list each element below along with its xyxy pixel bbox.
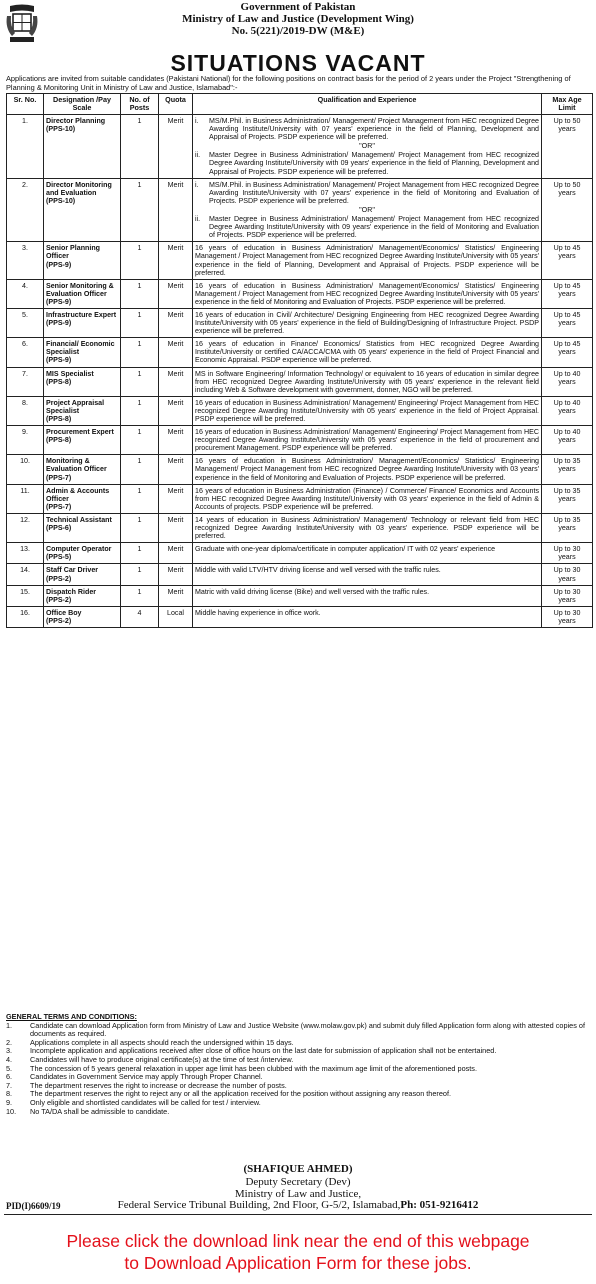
quota-cell: Merit (159, 178, 193, 242)
option-number: ii. (195, 215, 201, 224)
intro-paragraph: Applications are invited from suitable candidates (Pakistani National) for the following positions on contract basis for the period of 2 years under the Project "Strengthening of Planning & Monitoring Unit in Ministry of Law and Justice, Islamabad":- (6, 74, 571, 92)
term-text: The department reserves the right to reject any or all the application received for the position without assigning any reason thereof. (30, 1089, 452, 1099)
age-limit: Up to 40 years (542, 396, 593, 425)
posts-count: 1 (121, 308, 159, 337)
table-row (7, 564, 593, 585)
posts-count: 1 (121, 455, 159, 484)
download-notice-line-1: Please click the download link near the end of this webpage (66, 1231, 530, 1251)
qualification-cell: 14 years of education in Business Administration/ Management/ Technology or relevant field from HEC recognized Degree Awarding Institute/University with 03 years' experience. PSDP experience will be preferred. (193, 513, 542, 542)
posts-count: 1 (121, 396, 159, 425)
government-line: Government of Pakistan (240, 1, 356, 13)
posts-count: 1 (121, 585, 159, 606)
serial-number: 6. (7, 338, 44, 367)
serial-number: 4. (7, 279, 44, 308)
term-number: 1. (6, 1020, 13, 1030)
ministry-line: Ministry of Law and Justice (Development Wing) (182, 13, 414, 25)
posts-count: 1 (121, 338, 159, 367)
designation-cell (44, 543, 121, 564)
qualification-cell: Graduate with one-year diploma/certificate in computer application/ IT with 02 years' experience (193, 543, 542, 564)
pay-scale: (PPS-9) (46, 356, 72, 365)
term-item (6, 1108, 592, 1117)
serial-number: 9. (7, 426, 44, 455)
table-row (7, 484, 593, 513)
serial-number: 8. (7, 396, 44, 425)
designation-title: Monitoring & Evaluation Officer (46, 457, 107, 474)
term-text: Candidates will have to produce original certificate(s) at the time of test /interview. (30, 1054, 294, 1064)
table-row (7, 606, 593, 627)
serial-number: 10. (7, 455, 44, 484)
designation-cell (44, 513, 121, 542)
signature-block (0, 1163, 596, 1201)
posts-count: 1 (121, 115, 159, 179)
download-notice (0, 1230, 596, 1274)
age-limit: Up to 35 years (542, 513, 593, 542)
term-number: 4. (6, 1054, 13, 1064)
designation-title: Director Monitoring and Evaluation (46, 180, 112, 197)
age-limit: Up to 35 years (542, 455, 593, 484)
option-number: i. (195, 180, 199, 189)
quota-cell: Merit (159, 564, 193, 585)
quota-cell: Merit (159, 242, 193, 279)
qualification-cell: 16 years of education in Finance/ Economics/ Statistics from HEC recognized Degree Awarding Institute/University or certified CA/ACCA/CMA with 05 years' experience in the field of Project Financial and Economic Appraisal. PSDP experience will be preferred. (193, 338, 542, 367)
or-separator: "OR" (359, 142, 375, 151)
quota-cell: Merit (159, 338, 193, 367)
serial-number: 16. (7, 606, 44, 627)
designation-cell (44, 279, 121, 308)
age-limit: Up to 45 years (542, 279, 593, 308)
age-limit: Up to 30 years (542, 564, 593, 585)
posts-count: 1 (121, 279, 159, 308)
qualification-cell: Matric with valid driving license (Bike) and well versed with the traffic rules. (193, 585, 542, 606)
quota-cell: Merit (159, 484, 193, 513)
qualification-cell: MS in Software Engineering/ Information Technology/ or equivalent to 16 years of education in similar degree from HEC recognized Degree Awarding Institute/University with 05 years' experience in the relevant field including Web & Software development with government, donner, NGO will be preferred. (193, 367, 542, 396)
table-row (7, 396, 593, 425)
serial-number: 7. (7, 367, 44, 396)
term-number: 8. (6, 1089, 13, 1099)
column-header-qualification: Qualification and Experience (193, 94, 542, 115)
table-row (7, 543, 593, 564)
qualification-cell: 16 years of education in Business Administration/ Management/Economics/ Statistics/ Engineering Management/ Project Management from HEC recognized Degree Awarding Institute/University with 03 years' experience in the field of Monitoring and Evaluation of Projects. PSDP experience will be preferred. (193, 455, 542, 484)
signatory-ministry: Ministry of Law and Justice, (234, 1188, 362, 1200)
table-row (7, 338, 593, 367)
designation-cell (44, 308, 121, 337)
pay-scale: (PPS-7) (46, 502, 72, 511)
posts-count: 1 (121, 367, 159, 396)
serial-number: 14. (7, 564, 44, 585)
terms-section (6, 1013, 592, 1116)
term-text: Incomplete application and applications received after close of office hours on the last date for submission of application shall not be entertained. (30, 1046, 497, 1056)
designation-cell (44, 367, 121, 396)
term-number: 2. (6, 1037, 13, 1047)
age-limit: Up to 45 years (542, 338, 593, 367)
table-row (7, 178, 593, 242)
pay-scale: (PPS-2) (46, 616, 72, 625)
option-text: Master Degree in Business Administration/ Management/ Project Management from HEC recognized Degree Awarding Institute/University with 09 years' experience in the field of Planning, Development and Appraisal of Projects. PSDP experience will be preferred. (209, 151, 539, 176)
posts-count: 1 (121, 178, 159, 242)
column-header-posts: No. of Posts (121, 94, 159, 115)
designation-title: Computer Operator (46, 545, 112, 554)
qualification-option (195, 215, 539, 239)
qualification-option (195, 117, 539, 141)
document-header (0, 2, 596, 37)
qualification-cell: 16 years of education in Business Administration/ Management/Economics/ Statistics/ Engineering Management / Project Management from HEC recognized Degree Awarding Institute/University with 05 years' experience in the field of Planning, Development and Appraisal of Projects. PSDP experience will be preferred. (193, 242, 542, 279)
age-limit: Up to 30 years (542, 543, 593, 564)
term-text: Candidate can download Application form from Ministry of Law and Justice Website (www.molaw.gov.pk) and submit duly filled Application form along with attested copies of documents as required. (30, 1020, 585, 1039)
designation-title: MIS Specialist (46, 369, 94, 378)
quota-cell: Merit (159, 426, 193, 455)
divider (4, 1214, 592, 1215)
quota-cell: Merit (159, 455, 193, 484)
table-row (7, 115, 593, 179)
option-text: Master Degree in Business Administration/ Management/ Project Management from HEC recognized Degree Awarding Institute/University with 09 years' experience in the field of Monitoring and Evaluation of Projects. PSDP experience will be preferred. (209, 215, 539, 240)
age-limit: Up to 40 years (542, 367, 593, 396)
designation-title: Financial/ Economic Specialist (46, 340, 115, 357)
pay-scale: (PPS-6) (46, 524, 72, 533)
table-row (7, 367, 593, 396)
posts-count: 4 (121, 606, 159, 627)
qualification-cell: 16 years of education in Business Administration/ Management/ Engineering/ Project Management from HEC recognized Degree Awarding Institute/University with 05 years' experience in the field of Project Appraisal. PSDP experience will be preferred. (193, 396, 542, 425)
table-row (7, 242, 593, 279)
signatory-designation: Deputy Secretary (Dev) (245, 1175, 351, 1188)
office-address (0, 1199, 596, 1211)
posts-count: 1 (121, 242, 159, 279)
designation-title: Director Planning (46, 117, 106, 125)
designation-cell (44, 338, 121, 367)
pay-scale: (PPS-2) (46, 574, 72, 583)
pay-scale: (PPS-10) (46, 125, 76, 134)
term-number: 5. (6, 1063, 13, 1073)
serial-number: 1. (7, 115, 44, 179)
designation-cell (44, 426, 121, 455)
table-row (7, 279, 593, 308)
quota-cell: Merit (159, 543, 193, 564)
pay-scale: (PPS-8) (46, 415, 72, 423)
qualification-option (195, 181, 539, 205)
designation-cell (44, 115, 121, 179)
or-separator: "OR" (359, 205, 375, 214)
qualification-cell: Middle having experience in office work. (193, 606, 542, 627)
term-number: 7. (6, 1080, 13, 1090)
download-notice-line-2: to Download Application Form for these jobs. (124, 1253, 472, 1273)
designation-cell (44, 396, 121, 425)
phone-number: Ph: 051-9216412 (400, 1199, 479, 1211)
qualification-cell: 16 years of education in Business Administration (Finance) / Commerce/ Finance/ Economics and Accounts from HEC recognized Degree Awarding Institute/University with 03 years' experience in the field of Admin & Accounts of projects. PSDP experience will be preferred. (193, 484, 542, 513)
designation-title: Dispatch Rider (46, 587, 97, 596)
designation-title: Infrastructure Expert (46, 310, 117, 319)
age-limit: Up to 30 years (542, 606, 593, 627)
quota-cell: Local (159, 606, 193, 627)
posts-count: 1 (121, 484, 159, 513)
table-row (7, 455, 593, 484)
column-header-designation: Designation /Pay Scale (44, 94, 121, 115)
term-text: The department reserves the right to increase or decrease the number of posts. (30, 1080, 287, 1090)
column-header-age: Max Age Limit (542, 94, 593, 115)
reference-number: No. 5(221)/2019-DW (M&E) (231, 25, 365, 37)
qualification-cell (193, 115, 542, 179)
serial-number: 12. (7, 513, 44, 542)
table-header-row (7, 94, 593, 115)
term-text: No TA/DA shall be admissible to candidate. (30, 1106, 170, 1116)
column-header-quota: Quota (159, 94, 193, 115)
designation-title: Procurement Expert (46, 428, 114, 437)
pay-scale: (PPS-10) (46, 196, 76, 205)
qualification-cell: Middle with valid LTV/HTV driving license and well versed with the traffic rules. (193, 564, 542, 585)
qualification-cell: 16 years of education in Business Administration/ Management/Economics/ Statistics/ Engineering Management / Project Management from HEC recognized Degree Awarding Institute/University with 05 years' experience in the field of Monitoring and Evaluation of Projects. PSDP experience will be preferred. (193, 279, 542, 308)
option-number: i. (195, 117, 199, 125)
pay-scale: (PPS-9) (46, 297, 72, 306)
qualification-cell: 16 years of education in Civil/ Architecture/ Designing Engineering from HEC recognized Degree Awarding Institute/University with 05 years' experience in the field of Building/Designing of Infrastructure Project. PSDP experience will be preferred. (193, 308, 542, 337)
pay-scale: (PPS-8) (46, 436, 72, 445)
designation-cell (44, 242, 121, 279)
qualification-cell: 16 years of education in Business Administration/ Management/ Engineering/ Project Management from HEC recognized Degree Awarding Institute/University with 05 years' experience in the field of procurement and procurement Management. PSDP experience will be preferred. (193, 426, 542, 455)
posts-count: 1 (121, 564, 159, 585)
designation-title: Office Boy (46, 608, 82, 617)
pay-scale: (PPS-9) (46, 319, 72, 328)
term-item (6, 1022, 592, 1039)
designation-cell (44, 178, 121, 242)
term-number: 6. (6, 1072, 13, 1082)
table-row (7, 308, 593, 337)
designation-title: Staff Car Driver (46, 566, 99, 575)
pid-number: PID(I)6609/19 (6, 1201, 61, 1211)
designation-cell (44, 484, 121, 513)
pay-scale: (PPS-2) (46, 595, 72, 604)
designation-cell (44, 585, 121, 606)
quota-cell: Merit (159, 308, 193, 337)
serial-number: 2. (7, 178, 44, 242)
column-header-sr: Sr. No. (7, 94, 44, 115)
term-text: Candidates in Government Service may apply Through Proper Channel. (30, 1072, 263, 1082)
quota-cell: Merit (159, 279, 193, 308)
term-text: Only eligible and shortlisted candidates will be called for test / interview. (30, 1097, 261, 1107)
quota-cell: Merit (159, 513, 193, 542)
signatory-name: (SHAFIQUE AHMED) (243, 1163, 353, 1175)
designation-cell (44, 564, 121, 585)
table-row (7, 426, 593, 455)
table-row (7, 513, 593, 542)
designation-cell (44, 606, 121, 627)
term-text: The concession of 5 years general relaxation in upper age limit has been clubbed with the maximum age limit of the aforementioned posts. (30, 1063, 477, 1073)
term-number: 3. (6, 1046, 13, 1056)
posts-count: 1 (121, 513, 159, 542)
age-limit: Up to 50 years (542, 178, 593, 242)
designation-cell (44, 455, 121, 484)
posts-count: 1 (121, 426, 159, 455)
designation-title: Technical Assistant (46, 515, 112, 524)
qualification-option (195, 151, 539, 175)
designation-title: Project Appraisal Specialist (46, 398, 105, 415)
age-limit: Up to 45 years (542, 242, 593, 279)
address-text: Federal Service Tribunal Building, 2nd Floor, G-5/2, Islamabad, (117, 1199, 401, 1211)
designation-title: Senior Planning Officer (46, 244, 100, 261)
pay-scale: (PPS-8) (46, 377, 72, 386)
pay-scale: (PPS-5) (46, 553, 72, 562)
serial-number: 5. (7, 308, 44, 337)
designation-title: Admin & Accounts Officer (46, 486, 110, 503)
quota-cell: Merit (159, 585, 193, 606)
designation-title: Senior Monitoring & Evaluation Officer (46, 281, 114, 298)
terms-heading: GENERAL TERMS AND CONDITIONS: (6, 1012, 137, 1021)
option-text: MS/M.Phil. in Business Administration/ Management/ Project Management from HEC recognized Degree Awarding Institute/University with 07 years' experience in the field of Planning, Development and Appraisal of Projects. PSDP experience will be preferred. (209, 117, 539, 142)
table-row (7, 585, 593, 606)
age-limit: Up to 35 years (542, 484, 593, 513)
serial-number: 3. (7, 242, 44, 279)
serial-number: 13. (7, 543, 44, 564)
term-number: 9. (6, 1097, 13, 1107)
serial-number: 11. (7, 484, 44, 513)
term-number: 10. (6, 1106, 17, 1116)
qualification-cell (193, 178, 542, 242)
page-title: SITUATIONS VACANT (170, 50, 426, 76)
posts-count: 1 (121, 543, 159, 564)
quota-cell: Merit (159, 367, 193, 396)
quota-cell: Merit (159, 115, 193, 179)
age-limit: Up to 45 years (542, 308, 593, 337)
term-text: Applications complete in all aspects should reach the undersigned within 15 days. (30, 1037, 294, 1047)
positions-table (6, 93, 593, 628)
age-limit: Up to 30 years (542, 585, 593, 606)
quota-cell: Merit (159, 396, 193, 425)
option-text: MS/M.Phil. in Business Administration/ Management/ Project Management from HEC recognized Degree Awarding Institute/University with 07 years' experience in the field of Monitoring and Evaluation of Projects. PSDP experience will be preferred. (209, 180, 539, 205)
age-limit: Up to 50 years (542, 115, 593, 179)
serial-number: 15. (7, 585, 44, 606)
pay-scale: (PPS-7) (46, 473, 72, 482)
age-limit: Up to 40 years (542, 426, 593, 455)
option-number: ii. (195, 151, 201, 160)
pay-scale: (PPS-9) (46, 260, 72, 269)
